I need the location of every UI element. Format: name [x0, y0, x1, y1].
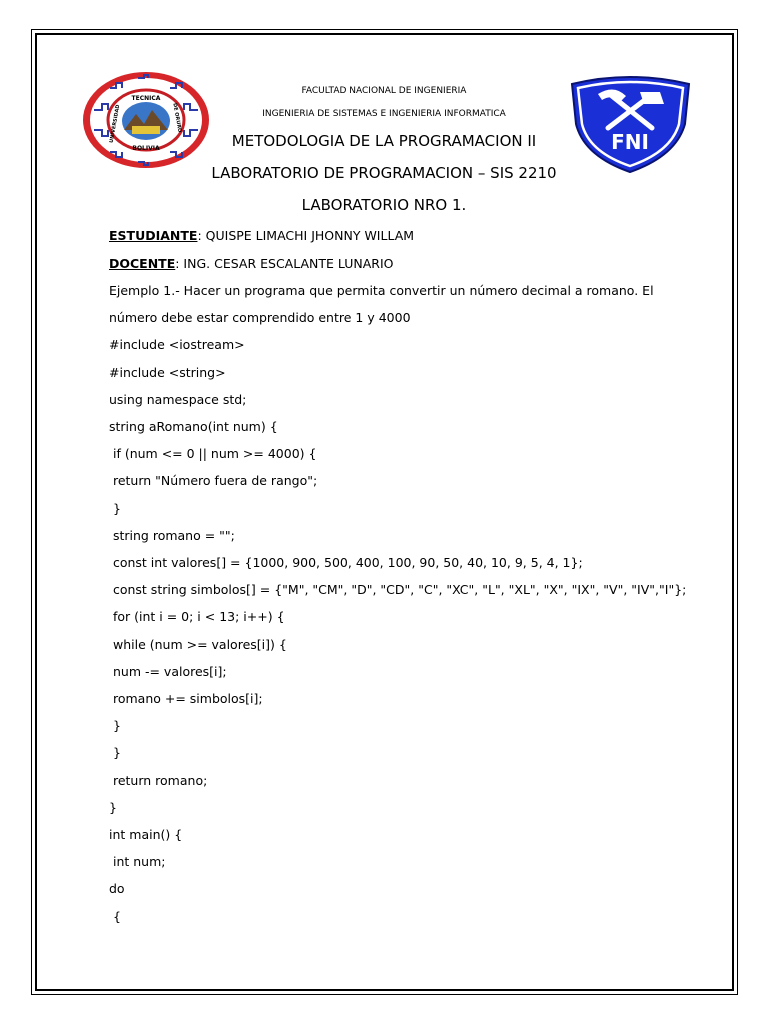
seal-text-top: TECNICA — [131, 95, 161, 102]
teacher-name: : ING. CESAR ESCALANTE LUNARIO — [175, 256, 394, 271]
body-text-line: número debe estar comprendido entre 1 y 4000 — [109, 310, 411, 326]
teacher-line — [109, 256, 393, 271]
code-line: string aRomano(int num) { — [109, 419, 278, 434]
teacher-label: DOCENTE — [109, 256, 176, 271]
code-line: string romano = ""; — [109, 527, 235, 543]
code-line: int main() { — [109, 827, 183, 842]
fni-text: FNI — [611, 130, 649, 154]
department-name: INGENIERIA DE SISTEMAS E INGENIERIA INFORMATICA — [262, 109, 506, 119]
student-label: ESTUDIANTE — [109, 228, 198, 243]
code-line: while (num >= valores[i]) { — [109, 636, 287, 652]
lab-number: LABORATORIO NRO 1. — [301, 196, 467, 214]
faculty-name: FACULTAD NACIONAL DE INGENIERIA — [301, 86, 467, 96]
code-line: { — [109, 908, 121, 924]
code-line: if (num <= 0 || num >= 4000) { — [109, 446, 317, 462]
code-line: } — [109, 500, 121, 516]
code-line: const int valores[] = {1000, 900, 500, 400, 100, 90, 50, 40, 10, 9, 5, 4, 1}; — [109, 555, 583, 570]
code-line: #include <iostream> — [109, 337, 245, 353]
code-line: } — [109, 745, 121, 761]
code-line: } — [109, 718, 121, 734]
code-line: for (int i = 0; i < 13; i++) { — [109, 609, 285, 625]
code-line: return "Número fuera de rango"; — [109, 473, 318, 489]
code-line: romano += simbolos[i]; — [109, 691, 263, 706]
code-line: return romano; — [109, 772, 208, 788]
seal-text-left: UNIVERSIDAD — [108, 104, 122, 144]
body-text-line: Ejemplo 1.- Hacer un programa que permita convertir un número decimal a romano. El — [109, 283, 654, 298]
university-seal-logo — [80, 70, 212, 170]
seal-text-right: DE ORURO — [171, 102, 183, 133]
student-name: : QUISPE LIMACHI JHONNY WILLAM — [197, 228, 415, 243]
code-line: do — [109, 881, 125, 897]
code-line: } — [109, 799, 117, 815]
code-line: int num; — [109, 854, 166, 870]
code-line: using namespace std; — [109, 391, 247, 407]
seal-text-bottom: BOLIVIA — [132, 145, 160, 152]
code-line: #include <string> — [109, 364, 226, 380]
code-line: num -= valores[i]; — [109, 663, 227, 679]
course-title: METODOLOGIA DE LA PROGRAMACION II — [231, 132, 537, 150]
lab-title: LABORATORIO DE PROGRAMACION – SIS 2210 — [211, 164, 557, 182]
code-line: const string simbolos[] = {"M", "CM", "D", "CD", "C", "XC", "L", "XL", "X", "IX", "V", "IV","I"}; — [109, 582, 687, 598]
student-line — [109, 228, 414, 243]
